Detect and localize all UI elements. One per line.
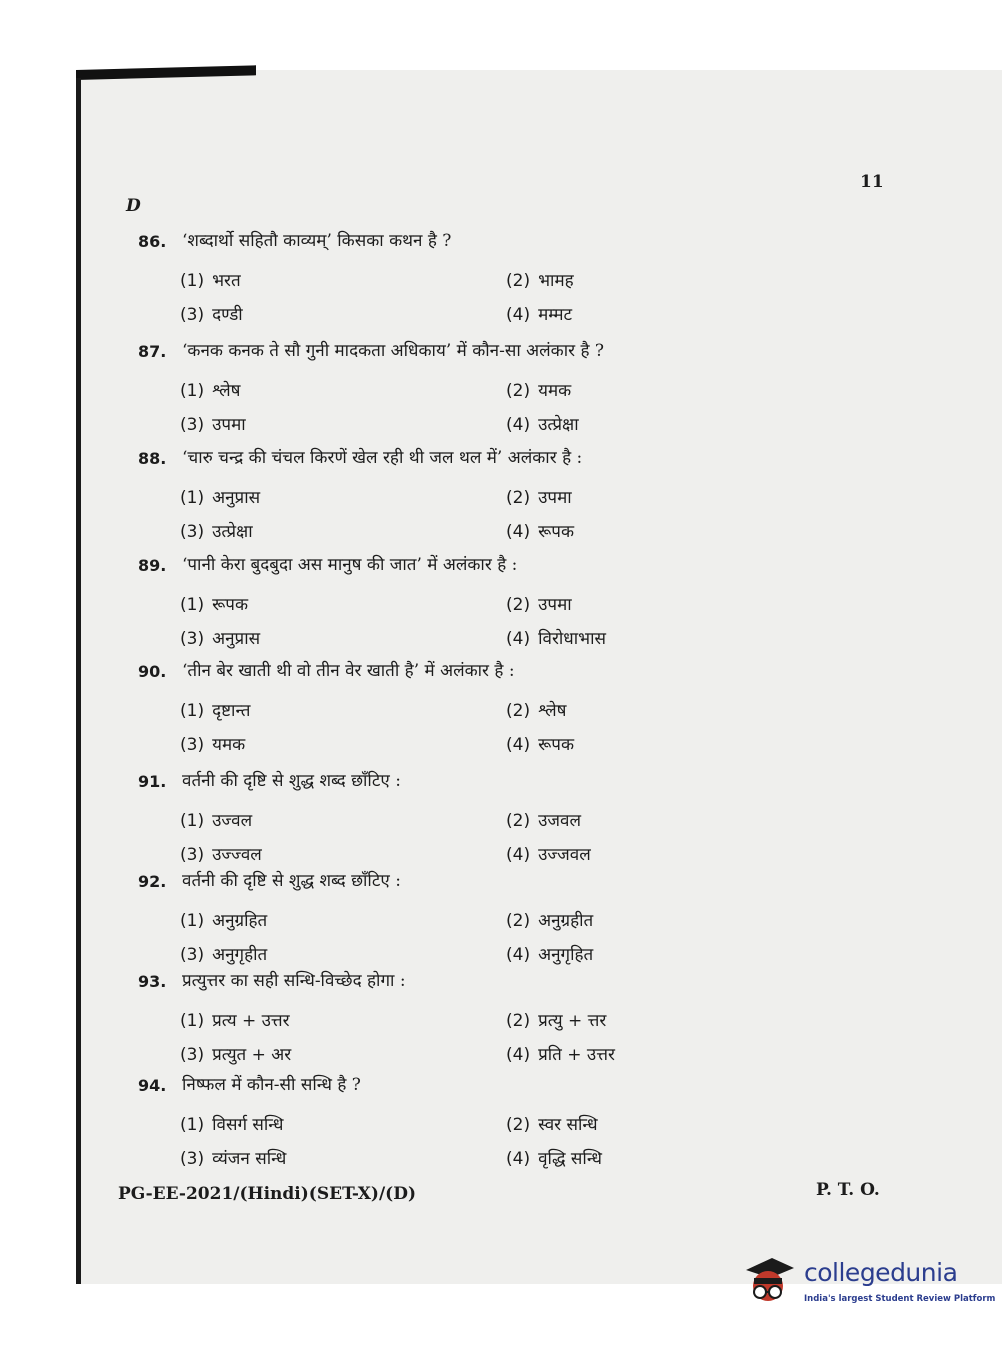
option-text: उत्प्रेक्षा xyxy=(212,522,253,542)
answer-option xyxy=(180,412,246,435)
question-text: ‘तीन बेर खाती थी वो तीन वेर खाती है’ में अलंकार है : xyxy=(182,661,515,681)
question-number: 91. xyxy=(138,772,167,791)
option-number: (3) xyxy=(180,945,205,965)
answer-option xyxy=(180,1112,283,1135)
option-text: यमक xyxy=(212,735,246,755)
option-number: (2) xyxy=(506,271,531,291)
option-text: उपमा xyxy=(538,595,572,615)
answer-option xyxy=(506,1008,606,1031)
page-number: 11 xyxy=(860,172,884,192)
option-number: (3) xyxy=(180,1045,205,1065)
collegedunia-logo xyxy=(742,1252,996,1316)
option-text: श्लेष xyxy=(538,701,567,721)
option-text: वृद्धि सन्धि xyxy=(538,1149,602,1169)
answer-option xyxy=(506,485,572,508)
answer-option xyxy=(506,268,574,291)
option-number: (4) xyxy=(506,415,531,435)
question-text: ‘कनक कनक ते सौ गुनी मादकता अधिकाय’ में कौन-सा अलंकार है ? xyxy=(182,341,605,361)
answer-option xyxy=(506,732,574,755)
answer-option xyxy=(180,808,252,831)
question-text: वर्तनी की दृष्टि से शुद्ध शब्द छाँटिए : xyxy=(182,871,401,891)
answer-option xyxy=(180,268,241,291)
answer-option xyxy=(506,908,593,931)
answer-option xyxy=(506,808,581,831)
option-number: (1) xyxy=(180,381,205,401)
answer-option xyxy=(506,378,571,401)
option-number: (2) xyxy=(506,911,531,931)
option-number: (2) xyxy=(506,701,531,721)
question-number: 93. xyxy=(138,972,167,991)
answer-option xyxy=(506,1146,602,1169)
answer-option xyxy=(506,412,579,435)
option-number: (1) xyxy=(180,911,205,931)
answer-option xyxy=(506,626,606,649)
question-text: निष्फल में कौन-सी सन्धि है ? xyxy=(182,1075,361,1095)
option-text: भामह xyxy=(538,271,574,291)
option-text: श्लेष xyxy=(212,381,241,401)
option-number: (1) xyxy=(180,701,205,721)
option-text: अनुप्रास xyxy=(212,488,261,508)
question-text: ‘शब्दार्थो सहितौ काव्यम्’ किसका कथन है ? xyxy=(182,231,452,251)
option-number: (3) xyxy=(180,735,205,755)
mascot-icon xyxy=(742,1254,796,1308)
answer-option xyxy=(180,519,253,542)
answer-option xyxy=(180,592,248,615)
answer-option xyxy=(180,698,250,721)
option-number: (1) xyxy=(180,595,205,615)
option-text: अनुगृहीत xyxy=(212,945,268,965)
option-text: स्वर सन्धि xyxy=(538,1115,598,1135)
option-number: (4) xyxy=(506,305,531,325)
option-text: दृष्टान्त xyxy=(212,701,251,721)
answer-option xyxy=(180,842,262,865)
option-text: रूपक xyxy=(538,522,575,542)
option-number: (2) xyxy=(506,381,531,401)
question-text: प्रत्युत्तर का सही सन्धि-विच्छेद होगा : xyxy=(182,971,406,991)
question-text: ‘चारु चन्द्र की चंचल किरणें खेल रही थी जल थल में’ अलंकार है : xyxy=(182,448,583,468)
option-text: दण्डी xyxy=(212,305,243,325)
question-number: 86. xyxy=(138,232,167,251)
option-number: (1) xyxy=(180,271,205,291)
answer-option xyxy=(506,1042,615,1065)
answer-option xyxy=(506,302,572,325)
option-text: उत्प्रेक्षा xyxy=(538,415,579,435)
question-number: 88. xyxy=(138,449,167,468)
answer-option xyxy=(180,1008,290,1031)
option-text: अनुप्रास xyxy=(212,629,261,649)
question-number: 89. xyxy=(138,556,167,575)
option-number: (3) xyxy=(180,845,205,865)
option-number: (2) xyxy=(506,1011,531,1031)
option-number: (1) xyxy=(180,1011,205,1031)
option-text: विरोधाभास xyxy=(538,629,607,649)
answer-option xyxy=(506,698,566,721)
question-number: 87. xyxy=(138,342,167,361)
option-number: (4) xyxy=(506,1149,531,1169)
option-text: उजवल xyxy=(538,811,582,831)
option-number: (3) xyxy=(180,522,205,542)
option-text: व्यंजन सन्धि xyxy=(212,1149,287,1169)
question-text: ‘पानी केरा बुदबुदा अस मानुष की जात’ में अलंकार है : xyxy=(182,555,518,575)
brand-name: collegedunia xyxy=(804,1258,958,1287)
option-text: प्रत्य + उत्तर xyxy=(212,1011,290,1031)
option-text: उज्जवल xyxy=(538,845,591,865)
page-edge-shadow-left xyxy=(76,78,81,1284)
option-number: (4) xyxy=(506,629,531,649)
option-number: (1) xyxy=(180,488,205,508)
set-letter: D xyxy=(126,196,141,216)
answer-option xyxy=(180,908,267,931)
question-number: 94. xyxy=(138,1076,167,1095)
answer-option xyxy=(180,732,245,755)
option-text: रूपक xyxy=(538,735,575,755)
option-text: मम्मट xyxy=(538,305,573,325)
question-number: 90. xyxy=(138,662,167,681)
option-text: उज्वल xyxy=(212,811,253,831)
option-number: (2) xyxy=(506,595,531,615)
option-text: यमक xyxy=(538,381,572,401)
answer-option xyxy=(506,942,593,965)
answer-option xyxy=(506,592,572,615)
answer-option xyxy=(180,942,267,965)
option-text: विसर्ग सन्धि xyxy=(212,1115,284,1135)
option-number: (4) xyxy=(506,1045,531,1065)
answer-option xyxy=(180,378,240,401)
option-text: अनुग्रहीत xyxy=(538,911,594,931)
option-text: उपमा xyxy=(212,415,246,435)
option-number: (4) xyxy=(506,735,531,755)
option-number: (3) xyxy=(180,305,205,325)
question-number: 92. xyxy=(138,872,167,891)
option-number: (4) xyxy=(506,845,531,865)
answer-option xyxy=(506,842,591,865)
paper-code: PG-EE-2021/(Hindi)(SET-X)/(D) xyxy=(118,1184,416,1204)
option-text: अनुग्रहित xyxy=(212,911,268,931)
question-text: वर्तनी की दृष्टि से शुद्ध शब्द छाँटिए : xyxy=(182,771,401,791)
answer-option xyxy=(180,626,260,649)
option-text: रूपक xyxy=(212,595,249,615)
option-number: (1) xyxy=(180,811,205,831)
option-text: प्रत्युत + अर xyxy=(212,1045,292,1065)
option-text: भरत xyxy=(212,271,241,291)
answer-option xyxy=(180,302,243,325)
option-text: प्रत्यु + त्तर xyxy=(538,1011,607,1031)
option-number: (3) xyxy=(180,415,205,435)
answer-option xyxy=(180,485,260,508)
answer-option xyxy=(180,1146,286,1169)
option-number: (4) xyxy=(506,945,531,965)
brand-tagline: India's largest Student Review Platform xyxy=(804,1294,996,1304)
option-number: (4) xyxy=(506,522,531,542)
option-text: प्रति + उत्तर xyxy=(538,1045,615,1065)
option-number: (2) xyxy=(506,488,531,508)
answer-option xyxy=(506,519,574,542)
option-text: उपमा xyxy=(538,488,572,508)
option-number: (2) xyxy=(506,1115,531,1135)
option-number: (2) xyxy=(506,811,531,831)
answer-option xyxy=(506,1112,598,1135)
pto-label: P. T. O. xyxy=(816,1180,880,1200)
option-number: (3) xyxy=(180,1149,205,1169)
option-number: (1) xyxy=(180,1115,205,1135)
option-number: (3) xyxy=(180,629,205,649)
option-text: उज्ज्वल xyxy=(212,845,262,865)
option-text: अनुगृहित xyxy=(538,945,594,965)
answer-option xyxy=(180,1042,291,1065)
